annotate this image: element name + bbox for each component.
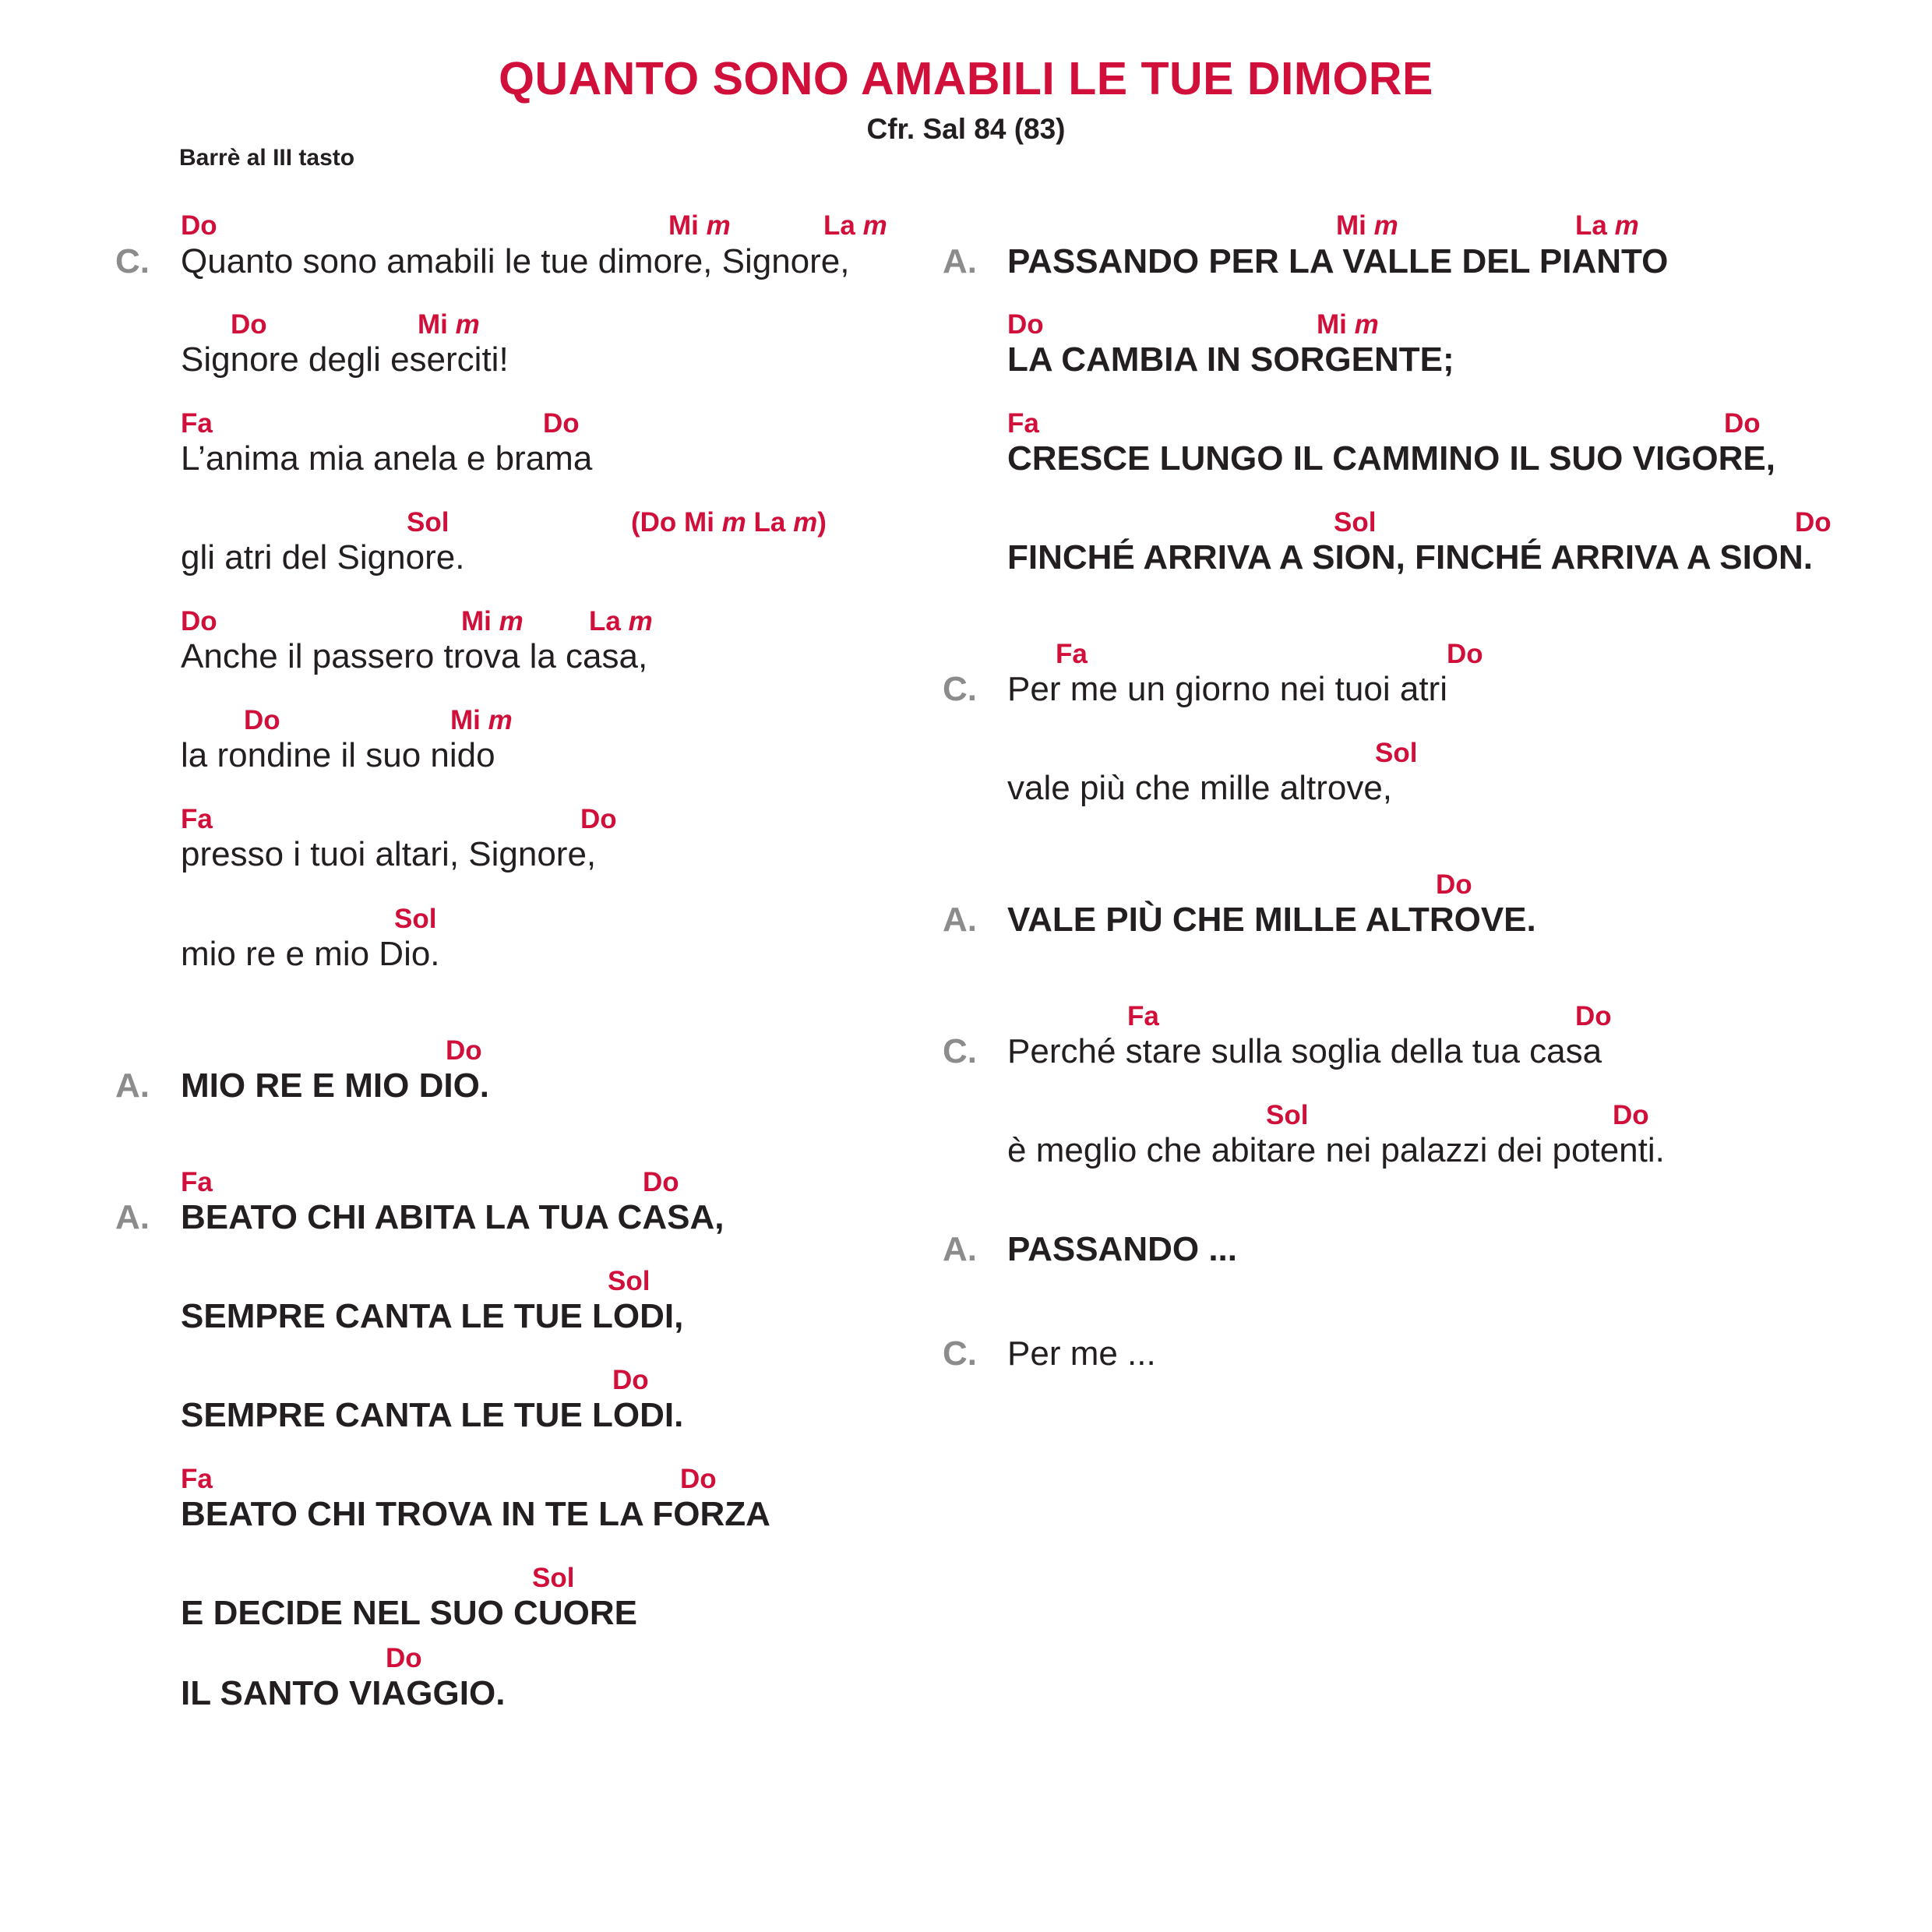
section-marker: C.: [943, 1032, 977, 1070]
chord-mi-minor: Mi m: [450, 705, 513, 735]
section-marker: A.: [115, 1066, 150, 1105]
chord-fa: Fa: [181, 804, 213, 834]
lyric-line: Anche il passero trova la casa,: [181, 637, 648, 675]
chord-do: Do: [580, 804, 617, 834]
lyric-line: mio re e mio Dio.: [181, 935, 440, 973]
lyric-line: è meglio che abitare nei palazzi dei potenti.: [1007, 1131, 1665, 1169]
chord-fa: Fa: [181, 1464, 213, 1494]
lyric-line: Per me ...: [1007, 1334, 1156, 1373]
section-marker: A.: [943, 242, 977, 280]
lyric-line: BEATO CHI ABITA LA TUA CASA,: [181, 1198, 724, 1236]
section-marker: A.: [943, 1230, 977, 1268]
chord-do: Do: [643, 1167, 679, 1197]
lyric-line: Perché stare sulla soglia della tua casa: [1007, 1032, 1602, 1070]
chord-la-minor: La m: [823, 210, 887, 241]
chord-sol: Sol: [407, 507, 450, 538]
lyric-line: la rondine il suo nido: [181, 736, 495, 774]
chord-do: Do: [181, 210, 217, 241]
lyric-line: SEMPRE CANTA LE TUE LODI.: [181, 1396, 684, 1434]
section-marker: A.: [115, 1198, 150, 1236]
chord-do: Do: [1007, 309, 1044, 340]
chord-do: Do: [1575, 1001, 1612, 1031]
chord-mi-minor: Mi m: [461, 606, 524, 636]
section-marker: C.: [115, 242, 150, 280]
chord-mi-minor: Mi m: [1317, 309, 1379, 340]
lyric-line: SEMPRE CANTA LE TUE LODI,: [181, 1297, 684, 1335]
chord-fa: Fa: [1127, 1001, 1159, 1031]
lyric-line: PASSANDO ...: [1007, 1230, 1238, 1268]
chord-do: Do: [680, 1464, 717, 1494]
psalm-reference: Cfr. Sal 84 (83): [866, 113, 1066, 145]
chord-fa: Fa: [181, 1167, 213, 1197]
lyric-line: vale più che mille altrove,: [1007, 769, 1393, 807]
lyric-line: L’anima mia anela e brama: [181, 439, 593, 478]
chord-sequence: (Do Mi m La m): [631, 507, 827, 538]
lyric-line: gli atri del Signore.: [181, 538, 465, 576]
lyric-line: LA CAMBIA IN SORGENTE;: [1007, 340, 1454, 379]
chord-do: Do: [612, 1365, 649, 1395]
chord-sol: Sol: [532, 1563, 575, 1593]
chord-do: Do: [1447, 639, 1483, 669]
section-marker: C.: [943, 670, 977, 708]
chord-la-minor: La m: [1575, 210, 1639, 241]
chord-do: Do: [231, 309, 267, 340]
lyric-line: BEATO CHI TROVA IN TE LA FORZA: [181, 1495, 770, 1533]
chord-fa: Fa: [1007, 408, 1039, 439]
chord-mi-minor: Mi m: [1336, 210, 1398, 241]
lyric-line: Signore degli eserciti!: [181, 340, 509, 379]
lyric-line: Per me un giorno nei tuoi atri: [1007, 670, 1447, 708]
chord-fa: Fa: [1056, 639, 1088, 669]
lyric-line: E DECIDE NEL SUO CUORE: [181, 1594, 637, 1632]
chord-sol: Sol: [394, 904, 437, 934]
chord-do: Do: [1724, 408, 1761, 439]
chord-sol: Sol: [1334, 507, 1377, 538]
chord-mi-minor: Mi m: [418, 309, 480, 340]
chord-do: Do: [446, 1035, 482, 1066]
section-marker: C.: [943, 1334, 977, 1373]
lyric-line: IL SANTO VIAGGIO.: [181, 1674, 506, 1712]
chord-do: Do: [543, 408, 580, 439]
lyric-line: MIO RE E MIO DIO.: [181, 1066, 490, 1105]
chord-do: Do: [244, 705, 280, 735]
lyric-line: CRESCE LUNGO IL CAMMINO IL SUO VIGORE,: [1007, 439, 1776, 478]
lyric-line: Quanto sono amabili le tue dimore, Signore,: [181, 242, 850, 280]
chord-do: Do: [386, 1643, 422, 1673]
chord-sol: Sol: [1266, 1100, 1309, 1130]
chord-sol: Sol: [1375, 738, 1418, 768]
chord-do: Do: [1613, 1100, 1649, 1130]
lyric-line: VALE PIÙ CHE MILLE ALTROVE.: [1007, 901, 1536, 939]
chord-do: Do: [181, 606, 217, 636]
chord-do: Do: [1795, 507, 1832, 538]
chord-mi-minor: Mi m: [668, 210, 731, 241]
chord-sol: Sol: [608, 1266, 650, 1296]
chord-do: Do: [1436, 869, 1472, 900]
lyric-line: PASSANDO PER LA VALLE DEL PIANTO: [1007, 242, 1669, 280]
section-marker: A.: [943, 901, 977, 939]
capo-note: Barrè al III tasto: [179, 145, 355, 171]
chord-la-minor: La m: [589, 606, 653, 636]
lyric-line: presso i tuoi altari, Signore,: [181, 835, 597, 873]
lyric-line: FINCHÉ ARRIVA A SION, FINCHÉ ARRIVA A SION.: [1007, 538, 1814, 576]
song-title: QUANTO SONO AMABILI LE TUE DIMORE: [499, 53, 1433, 104]
chord-fa: Fa: [181, 408, 213, 439]
